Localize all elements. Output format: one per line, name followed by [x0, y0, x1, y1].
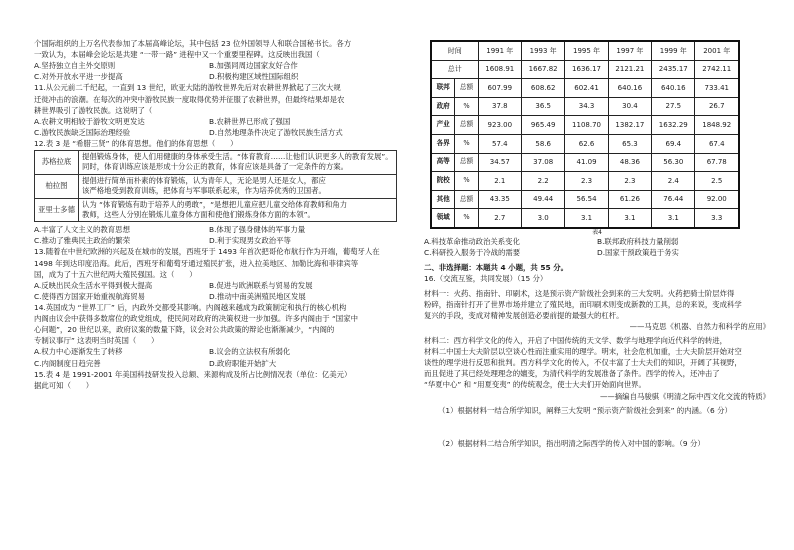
table-row	[431, 172, 739, 191]
q10-option-b: B.加强同周边国家友好合作	[209, 61, 298, 71]
table-row	[35, 198, 397, 222]
q16-sub-question-1: （1）根据材料一结合所学知识，阐释三大发明 “预示资产阶级社会到来” 的内涵。（6 分）	[438, 405, 732, 415]
q11-option-c: C.游牧民族缺乏国际治理经验	[34, 127, 131, 137]
table-cell: 2435.17	[652, 60, 695, 79]
material-2-line: 材料二中国士大夫阶层以空谈心性而注重实用的理学。明末，社会危机加重，士大夫阶层开始对空	[424, 347, 742, 357]
total-label: 总计	[431, 60, 478, 79]
thinker-view-line: 提倡锻炼身体，使人们用健康的身体承受生活。“体育教育……让他们认识更多人的教育发展”。	[81, 152, 393, 162]
material-1-line: 材料一：火药、指南针、印刷术，这是预示资产阶级社会到来的三大发明。火药把骑士阶层炸得	[424, 288, 735, 298]
thinker-view	[78, 174, 396, 198]
table-cell: 34.3	[565, 97, 608, 116]
table-cell: 2.3	[608, 172, 651, 191]
table-cell: 923.00	[478, 116, 521, 135]
row-sublabel: %	[455, 172, 478, 191]
table-caption: 表4	[592, 228, 602, 236]
q13-option-a: A.反映出民众生活水平得到极大提高	[34, 280, 153, 290]
q15-stem-line-2: 据此可知（ ）	[34, 380, 94, 390]
thinker-view	[78, 198, 396, 222]
group-label: 政府	[431, 97, 455, 116]
table-cell: 56.54	[565, 190, 608, 209]
table-cell: 49.44	[521, 190, 564, 209]
q14-stem-line-4: 专制议事厅” 这表明当时英国（ ）	[34, 336, 159, 346]
thinker-name: 亚里士多德	[35, 198, 79, 222]
table-cell: 3.0	[521, 209, 564, 228]
q13-stem-line-3: 国，成为了十五六世纪两大殖民强国。这（ ）	[34, 269, 197, 279]
table-cell: 61.26	[608, 190, 651, 209]
group-label: 领域	[431, 209, 455, 228]
q10-options	[34, 60, 384, 82]
table-cell: 56.30	[652, 153, 695, 172]
table-row	[431, 153, 739, 172]
q15-option-c: C.科研投入服务于冷战的需要	[424, 248, 521, 258]
table-cell: 2.4	[652, 172, 695, 191]
table-cell: 27.5	[652, 97, 695, 116]
q16-sub-question-2: （2）根据材料二结合所学知识，指出明清之际西学的传入对中国的影响。（9 分）	[438, 438, 705, 448]
table-header-row	[431, 41, 739, 60]
table-cell: 37.8	[478, 97, 521, 116]
q15-stem-line-1: 15.表 4 是 1991-2001 年美国科技研发投入总额、来源构成及所占比例情况表（单位：亿美元）	[34, 369, 352, 379]
thinker-name: 苏格拉底	[35, 151, 79, 175]
table-cell: 67.78	[695, 153, 739, 172]
table-cell: 2.5	[695, 172, 739, 191]
material-2	[424, 335, 770, 402]
q11-option-a: A.农耕文明相较于游牧文明更发达	[34, 116, 145, 126]
material-1	[424, 288, 770, 332]
row-sublabel: 总额	[455, 79, 478, 98]
table-header-cell: 1995 年	[565, 41, 608, 60]
q11-option-b: B.农耕世界已形成了强国	[209, 116, 291, 126]
table-cell: 607.99	[478, 79, 521, 98]
q14-option-a: A.权力中心逐渐发生了转移	[34, 347, 123, 357]
q14-stem-line-1: 14.英国成为 “世界工厂” 后，内政外交都受其影响。内阁越来越成为政策制定和执行的核心机构	[34, 303, 347, 313]
table-cell: 34.57	[478, 153, 521, 172]
table-cell: 1608.91	[478, 60, 521, 79]
table-header-cell: 1999 年	[652, 41, 695, 60]
thinker-view-line: 认为 “体育锻炼有助于培养人的勇敢”，“是想把儿童应把儿童交给体育教师和角力	[81, 199, 348, 209]
row-sublabel: 总额	[455, 116, 478, 135]
table-cell: 3.1	[652, 209, 695, 228]
table-cell: 640.16	[608, 79, 651, 98]
table-row	[431, 97, 739, 116]
q14-options	[34, 346, 384, 368]
table-cell: 41.09	[565, 153, 608, 172]
table-row	[431, 209, 739, 228]
table-cell: 37.08	[521, 153, 564, 172]
part2-heading: 二、非选择题：本题共 4 小题，共 55 分。	[424, 263, 568, 273]
material-2-line: “华夏中心” 和 “用夏变夷” 的传统观念，使士大夫们开始面向世界。	[424, 380, 646, 390]
table-cell: 965.49	[521, 116, 564, 135]
q15-options	[424, 236, 770, 258]
q11-option-d: D.自然地理条件决定了游牧民族生活方式	[209, 127, 343, 137]
material-1-line: 粉碎，指南针打开了世界市场并建立了殖民地，而印刷术则变成新教的工具，总的来说，变成科学	[424, 299, 742, 309]
table-cell: 640.16	[652, 79, 695, 98]
table-cell: 58.6	[521, 134, 564, 153]
table-cell: 48.36	[608, 153, 651, 172]
table-cell: 1848.92	[695, 116, 739, 135]
q11-stem-line-2: 迁徙冲击的浪潮。在每次的冲突中游牧民族一度取得优势并征服了农耕世界，但最终结果却是农	[34, 94, 345, 104]
table-cell: 62.6	[565, 134, 608, 153]
thinker-view-line: 提倡进行简单而朴素的体育锻炼，认为青年人，无论是男人还是女人，都应	[81, 175, 326, 185]
q10-option-a: A.坚持独立自主外交原则	[34, 61, 116, 71]
q14-stem-line-2: 内阁由议会中获得多数席位的政党组成，使民间对政府的决策权进一步加强。许多内阁由于 “国家中	[34, 314, 358, 324]
q16-title: 16.（交流互鉴，共同发展）（15 分）	[424, 274, 548, 284]
table-header-cell: 1993 年	[521, 41, 564, 60]
group-label: 产业	[431, 116, 455, 135]
table-row	[35, 174, 397, 198]
material-2-source: ——摘编自马骏骐《明清之际中西文化交流的特质》	[600, 391, 770, 401]
table-cell: 76.44	[652, 190, 695, 209]
group-label: 高等	[431, 153, 455, 172]
q12-option-a: A.丰富了人文主义的教育思想	[34, 225, 130, 235]
thinker-view-line: 同时，体育训练应该是形成十分公正的教育，体育应该是具备了一定条件的方案。	[81, 162, 349, 172]
q13-option-d: D.推动中南美洲殖民地区发展	[209, 291, 306, 301]
q12-option-d: D.利于实现男女政治平等	[209, 236, 291, 246]
table-cell: 30.4	[608, 97, 651, 116]
table-cell: 3.1	[608, 209, 651, 228]
q11-options	[34, 116, 384, 138]
thinker-view-line: 该严格地受到教育训练，把体育与军事联系起来，作为培养优秀的卫国者。	[81, 186, 326, 196]
table-cell: 26.7	[695, 97, 739, 116]
q10-stem-line-2: 一致认为，本届峰会论坛是共建 “一带一路” 进程中又一个重要里程碑。这反映出我国（	[34, 50, 320, 60]
q10-option-d: D.积极构建区域性国际组织	[209, 72, 299, 82]
table-cell: 2.7	[478, 209, 521, 228]
material-2-line: 材料二：西方科学文化的传入，开启了中国传统的天文学、数学与地理学向近代科学的转进，	[424, 336, 728, 345]
material-1-line: 复兴的手段，变成对精神发展创造必要前提的最强大的杠杆。	[424, 310, 624, 320]
table-cell: 1382.17	[608, 116, 651, 135]
q12-option-b: B.体现了强身健体的军事力量	[209, 225, 306, 235]
table-cell: 1108.70	[565, 116, 608, 135]
row-sublabel: 总额	[455, 190, 478, 209]
table-cell: 608.62	[521, 79, 564, 98]
q15-option-a: A.科技革命推动政治关系变化	[424, 237, 520, 247]
table-header-cell: 2001 年	[695, 41, 739, 60]
left-column	[34, 38, 393, 391]
table-cell: 3.1	[565, 209, 608, 228]
thinker-name: 柏拉图	[35, 174, 79, 198]
q13-stem-line-2: 1498 年到达印度沿海。此后，西班牙和葡萄牙通过殖民扩张，进入拉美地区、加勒比海和菲律宾等	[34, 258, 359, 268]
q12-option-c: C.推动了雅典民主政治的繁荣	[34, 236, 131, 246]
thinker-view-line: 教师，这些人分别在锻炼儿童身体方面和使他们锻炼身体方面的本领”。	[81, 209, 315, 219]
rd-investment-table	[430, 40, 740, 229]
material-1-source: ——马克思《机器、自然力和科学的应用》	[629, 321, 770, 331]
q14-option-d: D.政府职能开始扩大	[209, 358, 277, 368]
q12-stem: 12.表 3 是 “希腊三贤” 的体育思想。他们的体育思想（ ）	[34, 138, 238, 148]
row-sublabel: %	[455, 97, 478, 116]
table-row	[35, 151, 397, 175]
table-cell: 2.1	[478, 172, 521, 191]
table-cell: 3.3	[695, 209, 739, 228]
table-cell: 36.5	[521, 97, 564, 116]
table-row	[431, 116, 739, 135]
material-2-line: 而且促进了其已经处理理念的嬗变，为清代科学的发展准备了条件。西学的传入，还冲击了	[424, 369, 720, 379]
group-label: 院校	[431, 172, 455, 191]
q12-options	[34, 224, 384, 246]
group-label: 其他	[431, 190, 455, 209]
q14-stem-line-3: 心问题”，20 世纪以来，政府议案的数量下降，议会对公共政策的辩论也渐渐减少，“内阁的	[34, 325, 335, 335]
q13-stem-line-1: 13.随着在中世纪欧洲的兴起及在城市的发展，西班牙于 1493 年首次把哥伦布航行作为开端，葡萄牙人在	[34, 247, 380, 257]
greek-thinkers-table	[34, 150, 397, 222]
table-header-cell: 1991 年	[478, 41, 521, 60]
table-cell: 92.00	[695, 190, 739, 209]
table-row	[431, 190, 739, 209]
table-cell: 733.41	[695, 79, 739, 98]
table-row	[431, 60, 739, 79]
table-cell: 43.35	[478, 190, 521, 209]
table-cell: 69.4	[652, 134, 695, 153]
table-cell: 2.2	[521, 172, 564, 191]
table-cell: 2.3	[565, 172, 608, 191]
q15-option-b: B.联邦政府科技力量削弱	[597, 237, 679, 247]
table-cell: 57.4	[478, 134, 521, 153]
table-cell: 1632.29	[652, 116, 695, 135]
table-cell: 65.3	[608, 134, 651, 153]
thinker-view	[78, 151, 396, 175]
table-cell: 67.4	[695, 134, 739, 153]
group-label: 联邦	[431, 79, 455, 98]
table-cell: 1667.82	[521, 60, 564, 79]
table-cell: 602.41	[565, 79, 608, 98]
material-2-line: 谈性的理学进行反思和批判。西方科学文化的传入，不仅丰富了士大夫们的知识，开阔了其视野，	[424, 358, 742, 368]
answer-space	[424, 416, 770, 438]
table-row	[431, 134, 739, 153]
row-sublabel: %	[455, 209, 478, 228]
q10-option-c: C.对外开放水平进一步提高	[34, 72, 123, 82]
table-cell: 2121.21	[608, 60, 651, 79]
q13-options	[34, 280, 384, 302]
q13-option-b: B.促进与欧洲联系与贸易的发展	[209, 280, 313, 290]
q14-option-c: C.内阁制度日趋完善	[34, 358, 101, 368]
q10-stem-line-1: 个国际组织的上万名代表参加了本届高峰论坛，其中包括 23 位外国领导人和联合国秘书长。各方	[34, 39, 352, 48]
q13-option-c: C.使得西方国家开始重视航海贸易	[34, 291, 145, 301]
group-label: 各界	[431, 134, 455, 153]
q14-option-b: B.议会的立法权有所弱化	[209, 347, 291, 357]
table-cell: 1636.17	[565, 60, 608, 79]
table-row	[431, 79, 739, 98]
right-column	[424, 40, 770, 449]
q11-stem-line-1: 11.从公元前二千纪起，一直到 13 世纪，欧亚大陆的游牧世界先后对农耕世界掀起了三次大规	[34, 83, 341, 93]
table-header-cell: 1997 年	[608, 41, 651, 60]
q11-stem-line-3: 耕世界吸引了游牧民族。这说明了（	[34, 105, 153, 115]
row-sublabel: 总额	[455, 153, 478, 172]
q15-option-d: D.国家干预政策趋于务实	[597, 248, 679, 258]
table-header-cell: 时间	[431, 41, 478, 60]
row-sublabel: %	[455, 134, 478, 153]
table-cell: 2742.11	[695, 60, 739, 79]
